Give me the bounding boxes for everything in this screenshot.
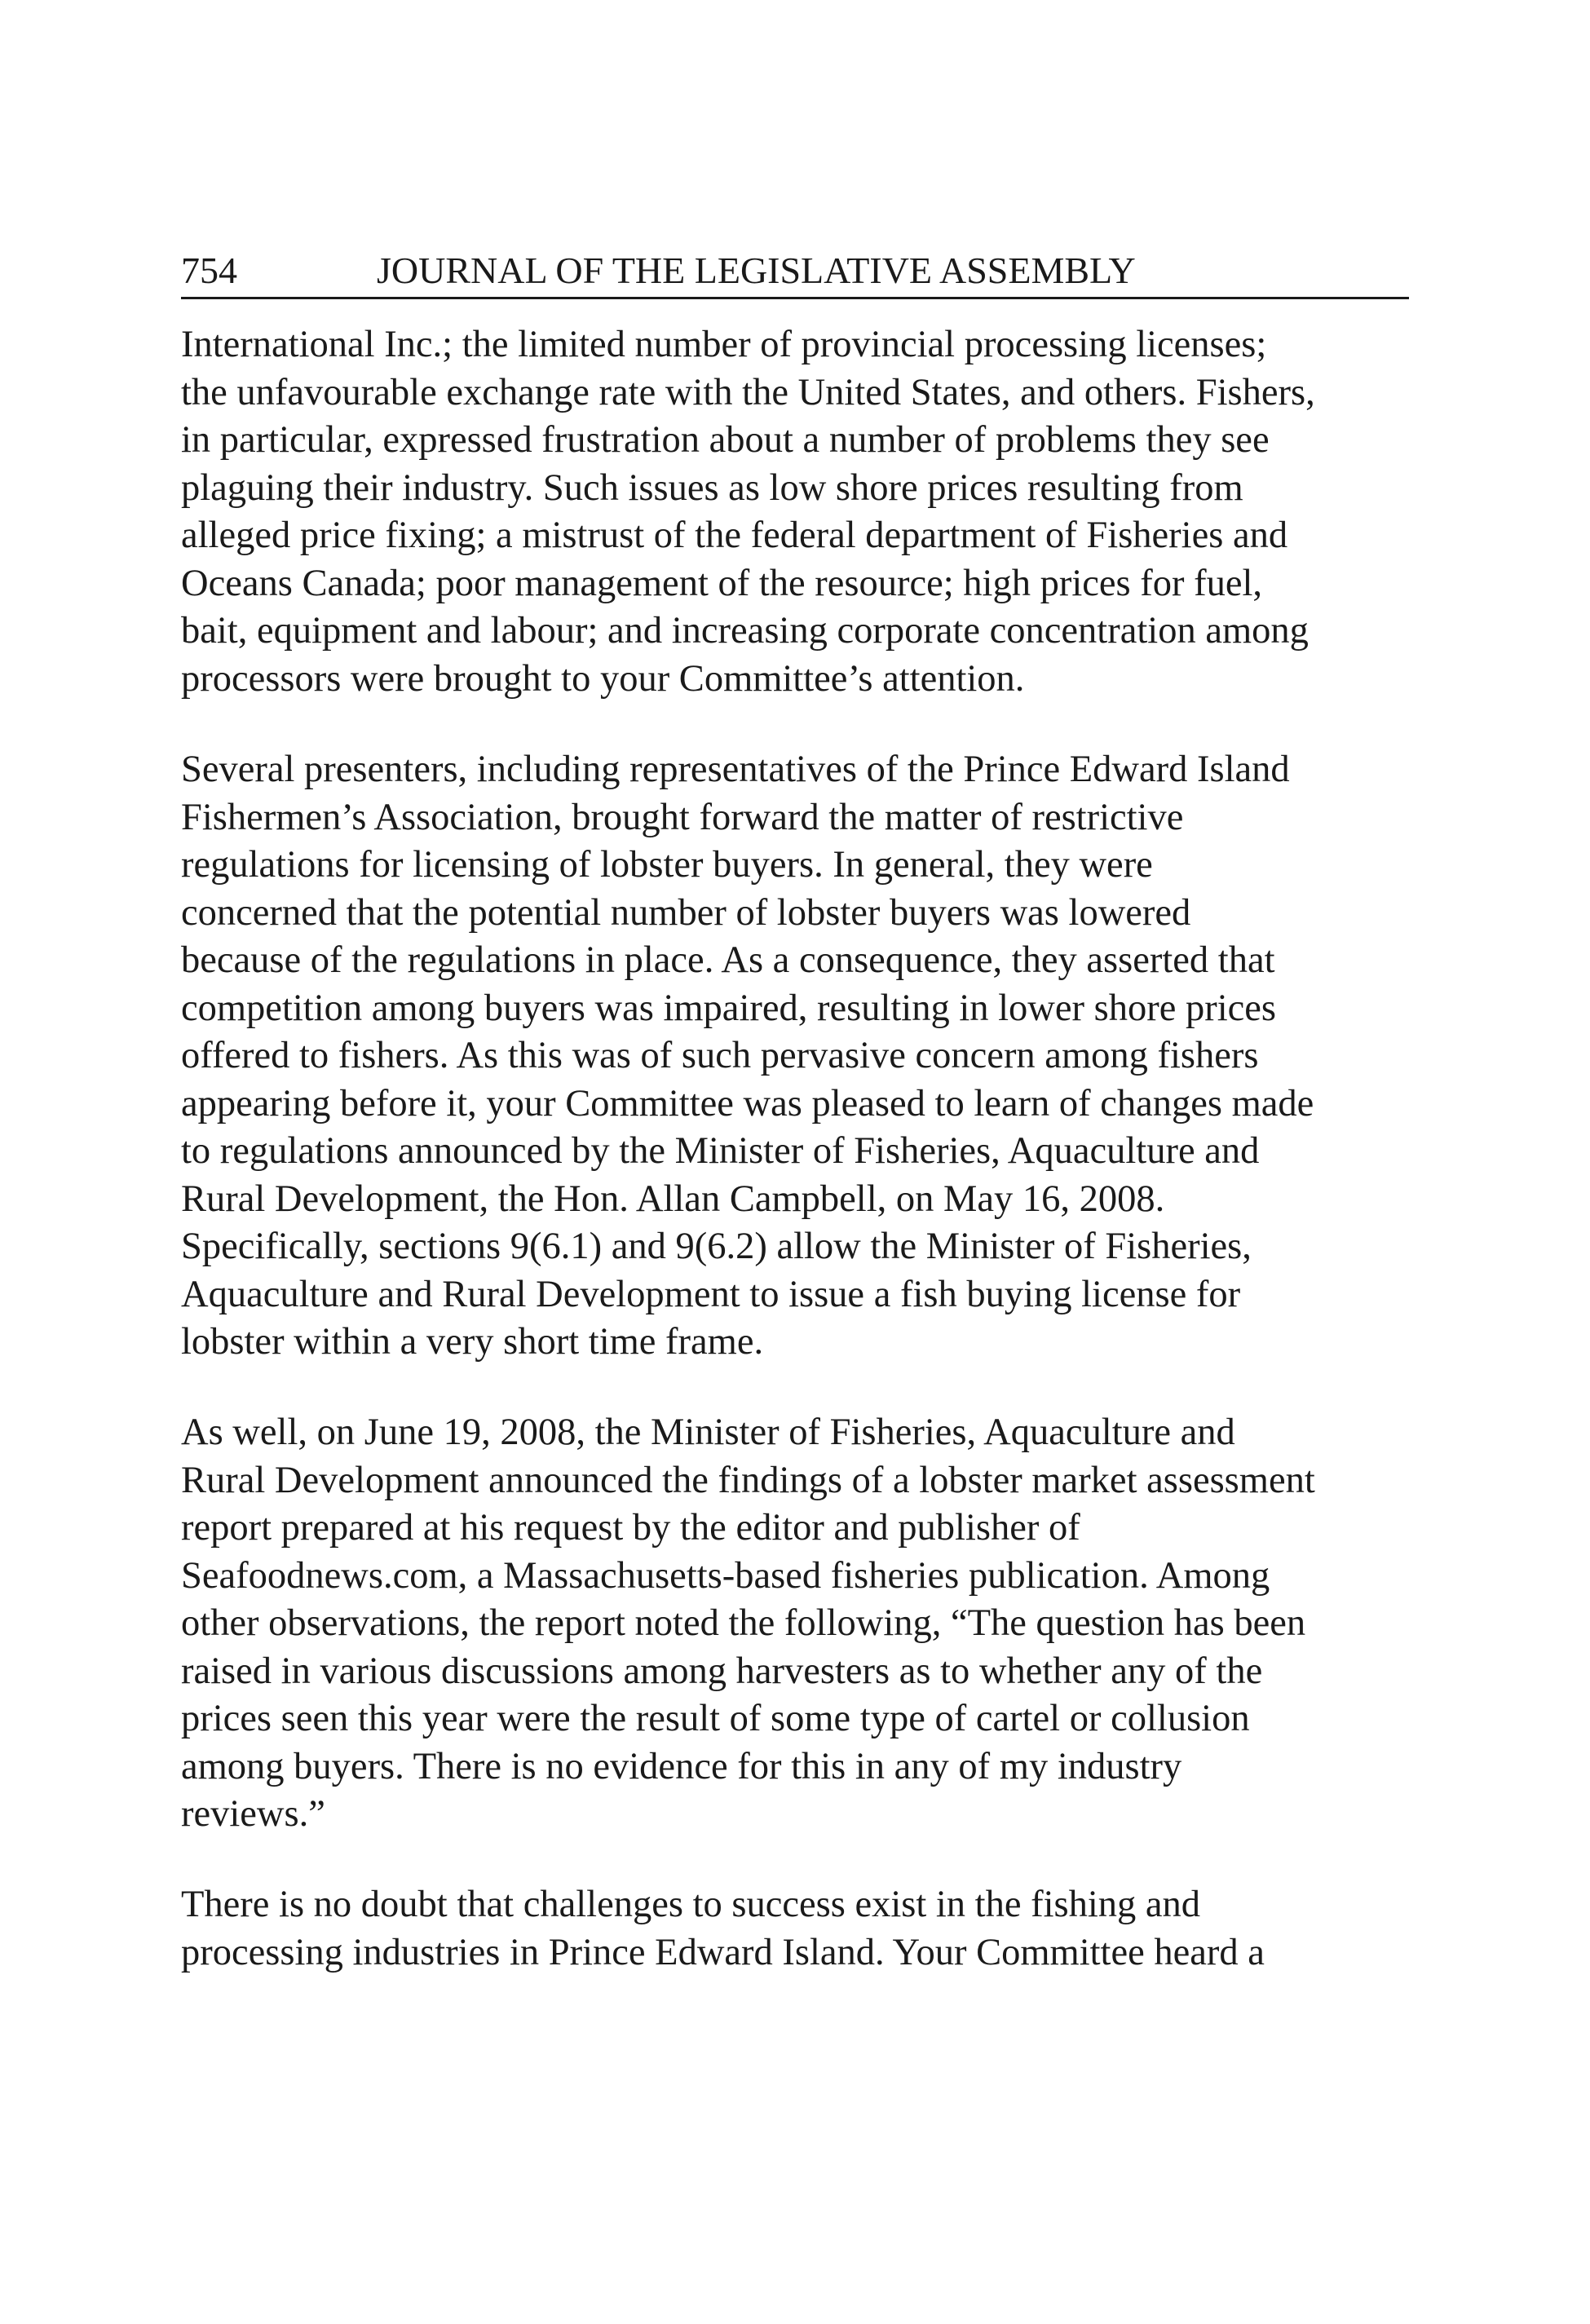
text-line: raised in various discussions among harvesters as to whether any of the bbox=[181, 1650, 1263, 1692]
text-line: There is no doubt that challenges to success exist in the fishing and bbox=[181, 1884, 1201, 1925]
text-line: concerned that the potential number of lobster buyers was lowered bbox=[181, 891, 1191, 934]
text-line: report prepared at his request by the editor and publisher of bbox=[181, 1507, 1080, 1549]
text-line: lobster within a very short time frame. bbox=[181, 1321, 764, 1363]
text-line: Aquaculture and Rural Development to issue a fish buying license for bbox=[181, 1273, 1241, 1315]
running-title: JOURNAL OF THE LEGISLATIVE ASSEMBLY bbox=[377, 250, 1136, 291]
text-line: Seafoodnews.com, a Massachusetts-based fisheries publication. Among bbox=[181, 1554, 1270, 1597]
text-line: processing industries in Prince Edward Island. Your Committee heard a bbox=[181, 1931, 1265, 1973]
text-line: because of the regulations in place. As a consequence, they asserted that bbox=[181, 939, 1275, 981]
text-line: the unfavourable exchange rate with the United States, and others. Fishers, bbox=[181, 371, 1315, 413]
text-line: plaguing their industry. Such issues as low shore prices resulting from bbox=[181, 466, 1243, 509]
text-line: appearing before it, your Committee was pleased to learn of changes made bbox=[181, 1082, 1314, 1124]
text-line: other observations, the report noted the following, “The question has been bbox=[181, 1602, 1306, 1644]
text-line: among buyers. There is no evidence for this in any of my industry bbox=[181, 1745, 1182, 1787]
text-line: processors were brought to your Committee’s attention. bbox=[181, 657, 1025, 700]
text-line: competition among buyers was impaired, resulting in lower shore prices bbox=[181, 987, 1277, 1029]
text-line: to regulations announced by the Minister of Fisheries, Aquaculture and bbox=[181, 1130, 1260, 1172]
text-line: in particular, expressed frustration about a number of problems they see bbox=[181, 419, 1270, 461]
paragraph bbox=[181, 746, 1409, 1367]
page-number: 754 bbox=[181, 250, 237, 291]
text-line: Specifically, sections 9(6.1) and 9(6.2) allow the Minister of Fisheries, bbox=[181, 1226, 1252, 1267]
paragraph bbox=[181, 1409, 1409, 1839]
text-line: Rural Development, the Hon. Allan Campbell, on May 16, 2008. bbox=[181, 1177, 1165, 1220]
text-line: regulations for licensing of lobster buyers. In general, they were bbox=[181, 844, 1153, 886]
text-line: Fishermen’s Association, brought forward the matter of restrictive bbox=[181, 796, 1184, 838]
text-line: Several presenters, including representatives of the Prince Edward Island bbox=[181, 749, 1290, 790]
text-line: prices seen this year were the result of some type of cartel or collusion bbox=[181, 1698, 1250, 1739]
text-line: As well, on June 19, 2008, the Minister of Fisheries, Aquaculture and bbox=[181, 1412, 1235, 1453]
paragraph bbox=[181, 1881, 1409, 1977]
text-line: alleged price fixing; a mistrust of the federal department of Fisheries and bbox=[181, 515, 1288, 556]
text-line: Oceans Canada; poor management of the resource; high prices for fuel, bbox=[181, 562, 1263, 604]
text-line: International Inc.; the limited number of provincial processing licenses; bbox=[181, 324, 1267, 365]
paragraph bbox=[181, 321, 1409, 703]
page-header bbox=[181, 246, 1409, 299]
text-line: offered to fishers. As this was of such pervasive concern among fishers bbox=[181, 1035, 1259, 1076]
text-line: bait, equipment and labour; and increasing corporate concentration among bbox=[181, 610, 1309, 652]
text-line: reviews.” bbox=[181, 1793, 325, 1835]
text-line: Rural Development announced the findings of a lobster market assessment bbox=[181, 1459, 1315, 1501]
